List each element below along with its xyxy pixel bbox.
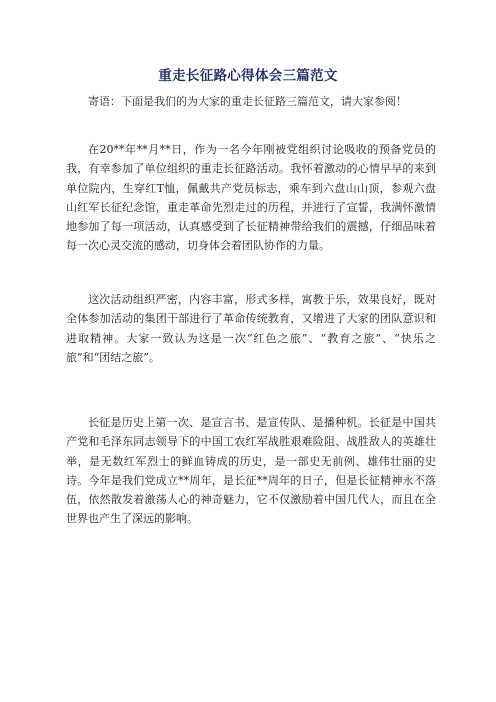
intro-text: 寄语：下面是我们的为大家的重走长征路三篇范文，请大家参阅！	[88, 95, 407, 108]
paragraph-3: 长征是历史上第一次、是宣言书、是宣传队、是播种机。长征是中国共产党和毛泽东同志领导下的中国工农红军战胜艰难险阻、战胜敌人的英雄壮举，是无数红军烈士的鲜血铸成的历史，是一部史无前例、雄伟壮丽的史诗。今年是我们党成立**周年，是长征**周年的日子，但是长征精神永不落伍，依然散发着激荡人心的神奇魅力，它不仅激励着中国几代人，而且在全世界也产生了深远的影响。	[66, 416, 436, 526]
paragraph-1: 在20**年**月**日，作为一名今年刚被党组织讨论吸收的预备党员的我，有幸参加了单位组织的重走长征路活动。我怀着激动的心情早早的来到单位院内，生穿红T恤，佩戴共产党员标志，乘车到六盘山山顶，参观六盘山红军长征纪念馆，重走革命先烈走过的历程，并进行了宣誓，我满怀激情地参加了每一项活动，认真感受到了长征精神带给我们的震撼，仔细品味着每一次心灵交流的感动，切身体会着团队协作的力量。	[66, 143, 436, 253]
paragraph-2: 这次活动组织严密，内容丰富，形式多样，寓教于乐，效果良好，既对全体参加活动的集团干部进行了革命传统教育，又增进了大家的团队意识和进取精神。大家一致认为这是一次“红色之旅”、“教育之旅”、“快乐之旅”和“团结之旅”。	[66, 293, 436, 364]
document-title: 重走长征路心得体会三篇范文	[158, 68, 338, 84]
